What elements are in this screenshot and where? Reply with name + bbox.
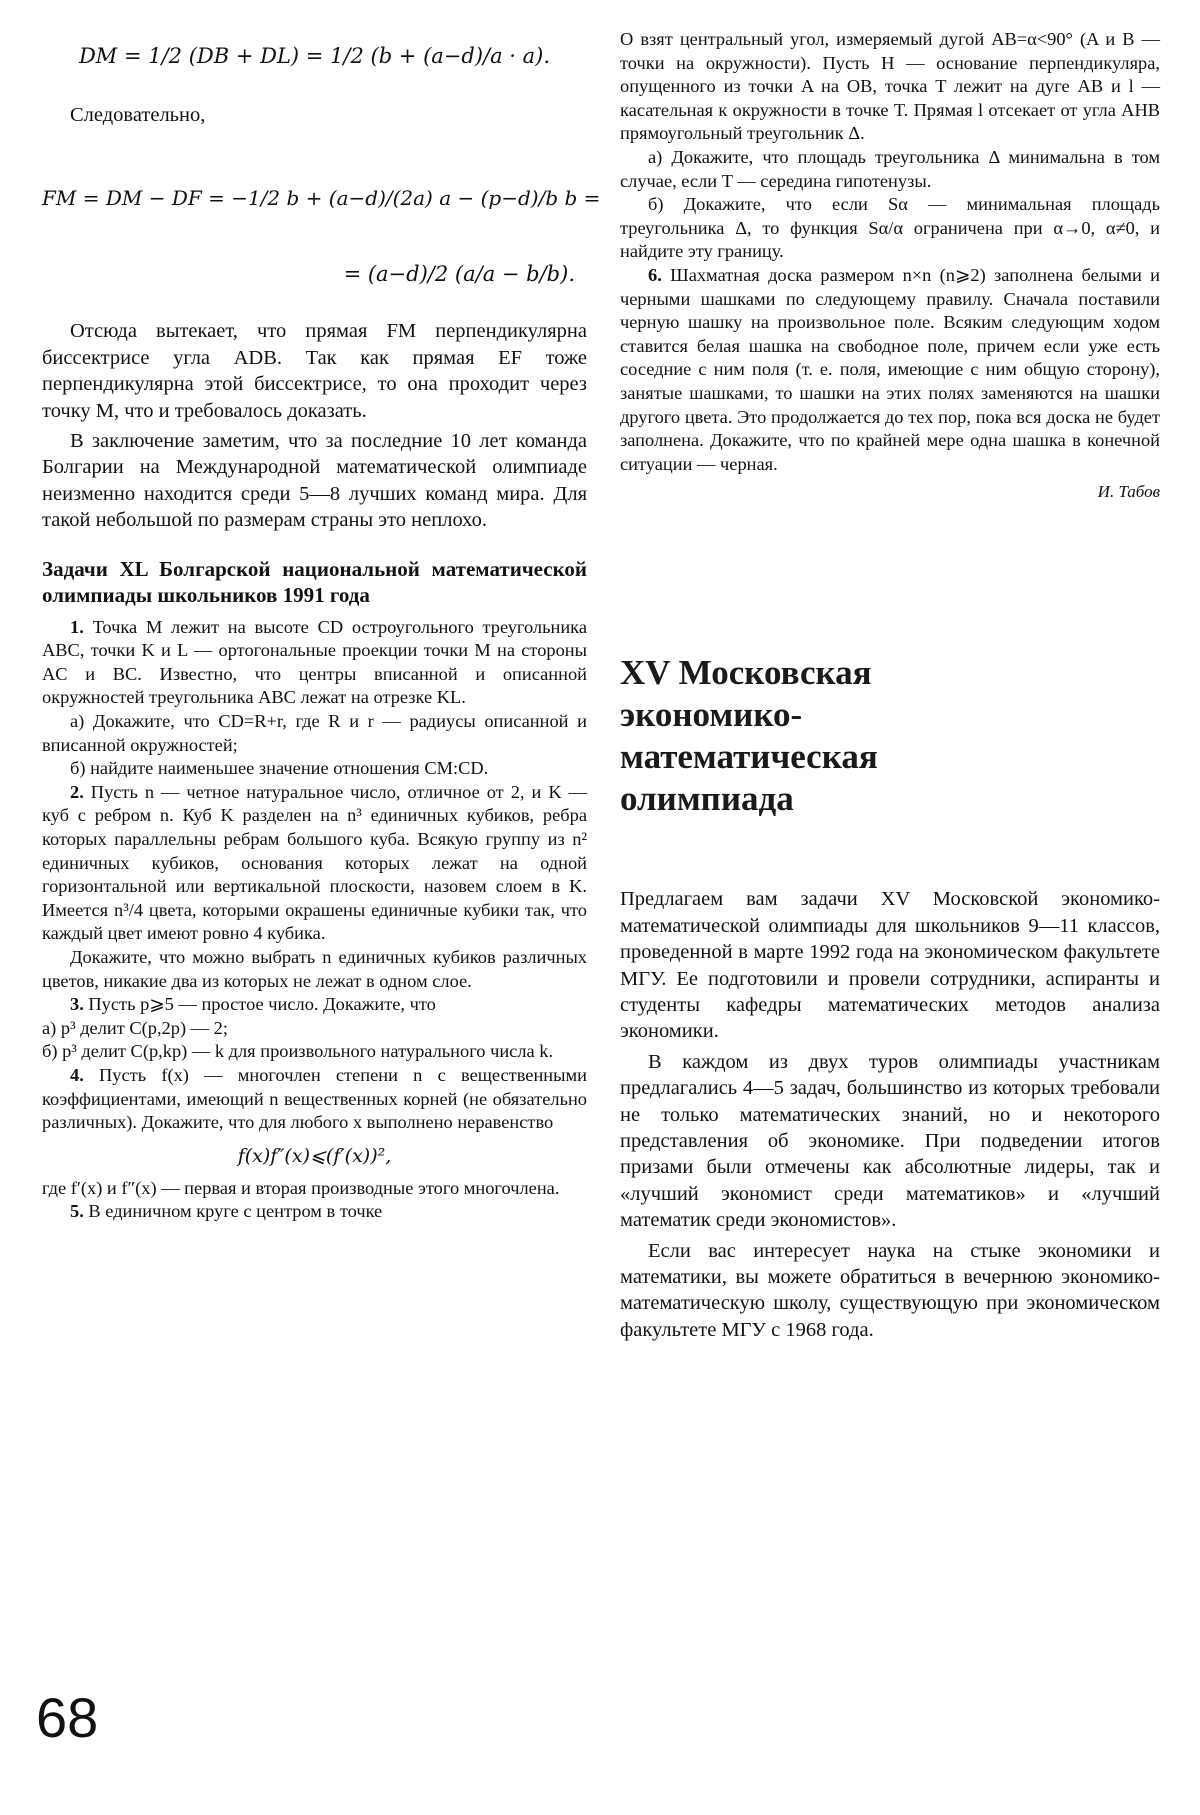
consequently-text: Следовательно,: [70, 104, 206, 126]
problem-3: [42, 993, 587, 1017]
problem-2b: Докажите, что можно выбрать n единичных кубиков различных цветов, никакие два из которых не лежат в одном слое.: [42, 946, 587, 991]
problem-2-text: Пусть n — четное натуральное число, отличное от 2, и K — куб с ребром n. Куб K разделен на n³ единичных кубиков, ребра которых параллельны ребрам большого куба. Всякую группу из n² единичных кубиков, основания которых лежат на одной горизонтальной или вертикальной плоскости, назовем слоем в K. Имеется n³/4 цвета, которыми окрашены единичные кубики так, что каждый цвет имеют ровно 4 кубика.: [42, 781, 587, 944]
section-heading: Задачи XL Болгарской национальной математической олимпиады школьников 1991 года: [42, 556, 587, 607]
problem-4-number: 4.: [70, 1064, 84, 1085]
paragraph-closing: В заключение заметим, что за последние 10 лет команда Болгарии на Международной математической олимпиаде неизменно находится среди 5—8 лучших команд мира. Для такой небольшой по размерам страны это неплохо.: [42, 430, 587, 532]
page-number: 68: [36, 1686, 99, 1749]
title-line-1: XV Московская: [620, 653, 872, 693]
intro-paragraph: Предлагаем вам задачи XV Московской экономико-математической олимпиады для школьников 9—11 классов, проведенной в марте 1992 года на экономическом факультете МГУ. Ее подготовили и провели сотрудники, аспиранты и студенты кафедры математических методов анализа экономики.: [620, 888, 1160, 1043]
equation-fm-line1: [42, 172, 601, 224]
problem-1a: а) Докажите, что CD=R+r, где R и r — радиусы описанной и вписанной окружностей;: [42, 711, 587, 755]
author-signature: И. Табов: [1097, 482, 1160, 502]
problem-5b: б) Докажите, что если Sα — минимальная площадь треугольника Δ, то функция Sα/α ограничена при α→0, α≠0, и найдите эту границу.: [620, 194, 1160, 262]
problem-4-inequality: f(x)f″(x)⩽(f′(x))²,: [237, 1144, 392, 1167]
problem-6: [620, 264, 1160, 476]
school-paragraph: Если вас интересует наука на стыке экономики и математики, вы можете обратиться в вечернюю экономико-математическую школу, существующую при экономическом факультете МГУ с 1968 года.: [620, 1239, 1160, 1341]
problem-3a: а) p³ делит C(p,2p) — 2;: [42, 1017, 228, 1038]
equation-fm-line2: [42, 248, 587, 300]
problem-6-text: Шахматная доска размером n×n (n⩾2) заполнена белыми и черными шашками по следующему правилу. Сначала поставили черную шашку на произвольное поле. Всяким следующим ходом ставится белая шашка на свободное поле, причем если уже есть соседние с ним поля (т. е. поля, имеющие с ним общую сторону), занятые шашками, то шашки на этих полях заменяются на шашки другого цвета. Это продолжается до тех пор, пока вся доска не будет заполнена. Докажите, что по крайней мере одна шашка в конечной ситуации — черная.: [620, 264, 1161, 474]
equation-fm-text-1: FM = DM − DF = −1/2 b + (a−d)/(2a) a − (p−d)/b b =: [42, 186, 601, 211]
left-column: [42, 0, 601, 1224]
title-line-2: экономико-: [620, 695, 803, 735]
problem-4-text: Пусть f(x) — многочлен степени n с вещественными коэффициентами, имеющий n вещественных корней (не обязательно различных). Докажите, что для любого x выполнено неравенство: [42, 1064, 587, 1133]
problem-1-number: 1.: [70, 616, 84, 637]
right-column: [620, 0, 1160, 1343]
problem-5a: а) Докажите, что площадь треугольника Δ минимальна в том случае, если T — середина гипотенузы.: [620, 146, 1160, 191]
problem-5-continued: O взят центральный угол, измеряемый дугой AB=α<90° (A и B — точки на окружности). Пусть H — основание перпендикуляра, опущенного из точки A на OB, точка T лежит на дуге AB и l — касательная к окружности в точке T. Прямая l отсекает от угла AHB прямоугольный треугольник Δ.: [620, 29, 1160, 144]
problem-1-text: Точка M лежит на высоте CD остроугольного треугольника ABC, точки K и L — ортогональные проекции точки M на стороны AC и BC. Известно, что центры вписанной и описанной окружностей треугольника ABC лежат на отрезке KL.: [42, 616, 587, 708]
problem-4-tail: где f′(x) и f″(x) — первая и вторая производные этого многочлена.: [42, 1177, 560, 1198]
problem-2-number: 2.: [70, 781, 84, 802]
problem-6-number: 6.: [648, 264, 662, 285]
title-line-4: олимпиада: [620, 779, 794, 819]
problem-1: [42, 616, 587, 710]
equation-dm-text: DM = 1/2 (DB + DL) = 1/2 (b + (a−d)/a · a).: [78, 44, 551, 68]
equation-fm-text-2: = (a−d)/2 (a/a − b/b).: [343, 262, 575, 287]
problem-5-text: В единичном круге с центром в точке: [88, 1201, 383, 1222]
title-line-3: математическая: [620, 737, 878, 777]
rounds-paragraph: В каждом из двух туров олимпиады участникам предлагались 4—5 задач, большинство из которых требовали не только математических знаний, но и некоторого представления об экономике. При подведении итогов призами были отмечены как абсолютные лидеры, так и «лучший экономист среди математиков» и «лучший математик среди экономистов».: [620, 1050, 1160, 1232]
problem-5-number: 5.: [70, 1201, 84, 1222]
article-title: [620, 652, 1160, 820]
equation-dm: [42, 30, 587, 82]
problem-2: [42, 781, 587, 946]
problem-3-number: 3.: [70, 994, 84, 1015]
paragraph-conclusion: Отсюда вытекает, что прямая FM перпендикулярна биссектрисе угла ADB. Так как прямая EF тоже перпендикулярна этой биссектрисе, то она проходит через точку M, что и требовалось доказать.: [42, 320, 587, 422]
problem-5: [42, 1200, 587, 1224]
problem-1b: б) найдите наименьшее значение отношения CM:CD.: [70, 758, 489, 779]
problem-3-text: Пусть p⩾5 — простое число. Докажите, что: [88, 994, 436, 1015]
problem-4: [42, 1064, 587, 1135]
problem-3b: б) p³ делит C(p,kp) — k для произвольного натурального числа k.: [42, 1041, 554, 1062]
